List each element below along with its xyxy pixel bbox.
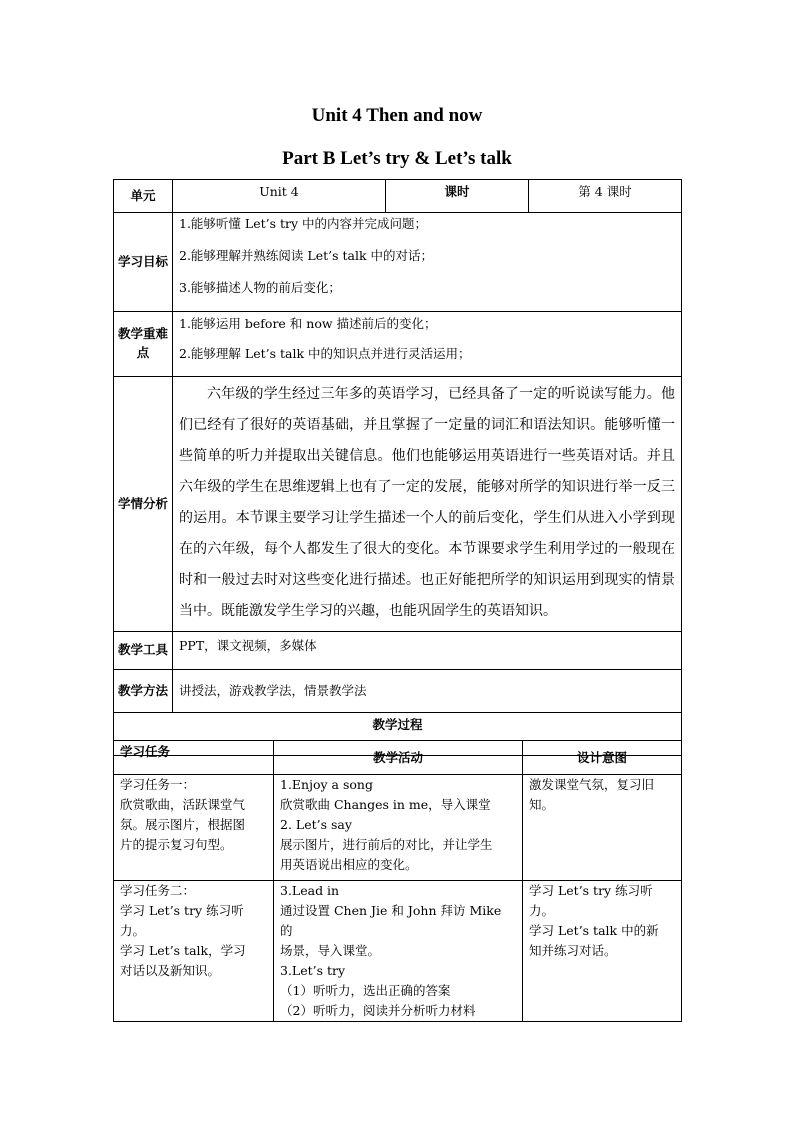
analysis-text: 六年级的学生经过三年多的英语学习，已经具备了一定的听说读写能力。他们已经有了很好的英语基础，并且掌握了一定量的词汇和语法知识。能够听懂一些简单的听力并提取出关键信息。他们也能够运用英语进行一些英语对话。并且六年级的学生在思维逻辑上也有了一定的发展，能够对所学的知识进行举一反三的运用。本节课主要学习让学生描述一个人的前后变化，学生们从进入小学到现在的六年级，每个人都发生了很大的变化。本节课要求学生利用学过的一般现在时和一般过去时对这些变化进行描述。也正好能把所学的知识运用到现实的情景当中。既能激发学生学习的兴趣，也能巩固学生的英语知识。 <box>173 377 682 632</box>
activity-line: 3.Lead in <box>280 883 340 898</box>
activity-line: （1）听听力，选出正确的答案 <box>280 983 451 998</box>
key-points-content <box>173 312 682 377</box>
design-line: 知并练习对话。 <box>529 943 617 958</box>
task-line: 氛。展示图片，根据图 <box>120 817 246 832</box>
task-col-header: 学习任务 <box>114 741 274 775</box>
process-header-row <box>114 741 682 775</box>
process-heading: 教学过程 <box>114 713 682 756</box>
tools-value: PPT，课文视频，多媒体 <box>173 632 682 670</box>
design-line: 知。 <box>529 797 555 812</box>
design-line: 激发课堂气氛，复习旧 <box>529 777 655 792</box>
task-cell <box>114 775 274 881</box>
task-line: 对话以及新知识。 <box>120 963 221 978</box>
tools-row <box>114 632 682 670</box>
unit-label: 单元 <box>114 180 173 213</box>
activity-line: 展示图片，进行前后的对比，并让学生 <box>280 837 493 852</box>
key-point-item: 1.能够运用 before 和 now 描述前后的变化； <box>179 316 437 331</box>
methods-row <box>114 670 682 713</box>
design-line: 学习 Let’s talk 中的新 <box>529 923 659 938</box>
objectives-content <box>173 213 682 312</box>
task-line: 欣赏歌曲，活跃课堂气 <box>120 797 246 812</box>
methods-label: 教学方法 <box>114 670 173 713</box>
task-line: 学习 Let’s talk，学习 <box>120 943 246 958</box>
activity-cell <box>274 775 523 881</box>
task-line: 学习任务一： <box>120 777 196 792</box>
objective-item: 1.能够听懂 Let’s try 中的内容并完成问题； <box>179 216 428 231</box>
activity-cell <box>274 881 523 1022</box>
objective-item: 3.能够描述人物的前后变化； <box>179 280 341 295</box>
activity-line: （2）听听力，阅读并分析听力材料 <box>280 1003 476 1018</box>
activity-col-header: 教学活动 <box>274 741 523 775</box>
key-points-label: 教学重难点 <box>114 312 173 377</box>
methods-value: 讲授法，游戏教学法，情景教学法 <box>173 670 682 713</box>
design-cell <box>523 775 682 881</box>
table-row <box>114 881 682 1022</box>
design-cell <box>523 881 682 1022</box>
activity-line: 欣赏歌曲 Changes in me，导入课堂 <box>280 797 491 812</box>
activity-line: 通过设置 Chen Jie 和 John 拜访 Mike 的 <box>280 903 502 938</box>
activity-line: 3.Let’s try <box>280 963 346 978</box>
task-line: 片的提示复习句型。 <box>120 837 233 852</box>
task-cell <box>114 881 274 1022</box>
activity-line: 1.Enjoy a song <box>280 777 373 792</box>
page-subtitle: Part B Let’s try & Let’s talk <box>282 148 512 169</box>
task-line: 学习任务二： <box>120 883 196 898</box>
design-col-header: 设计意图 <box>523 741 682 775</box>
activity-line: 用英语说出相应的变化。 <box>280 857 418 872</box>
objectives-row <box>114 213 682 312</box>
table-row <box>114 775 682 881</box>
objectives-label: 学习目标 <box>114 213 173 312</box>
key-points-row <box>114 312 682 377</box>
process-table <box>113 740 682 1022</box>
lesson-info-table <box>113 179 682 756</box>
key-point-item: 2.能够理解 Let’s talk 中的知识点并进行灵活运用； <box>179 346 471 361</box>
activity-line: 场景，导入课堂。 <box>280 943 381 958</box>
period-label: 课时 <box>386 180 529 213</box>
period-value: 第 4 课时 <box>529 180 682 213</box>
page-title: Unit 4 Then and now <box>311 105 483 126</box>
analysis-label: 学情分析 <box>114 377 173 632</box>
task-line: 学习 Let’s try 练习听力。 <box>120 903 244 938</box>
unit-value: Unit 4 <box>173 180 386 213</box>
activity-line: 2. Let’s say <box>280 817 352 832</box>
tools-label: 教学工具 <box>114 632 173 670</box>
design-line: 学习 Let’s try 练习听力。 <box>529 883 653 918</box>
analysis-row <box>114 377 682 632</box>
objective-item: 2.能够理解并熟练阅读 Let’s talk 中的对话； <box>179 248 434 263</box>
unit-row <box>114 180 682 213</box>
